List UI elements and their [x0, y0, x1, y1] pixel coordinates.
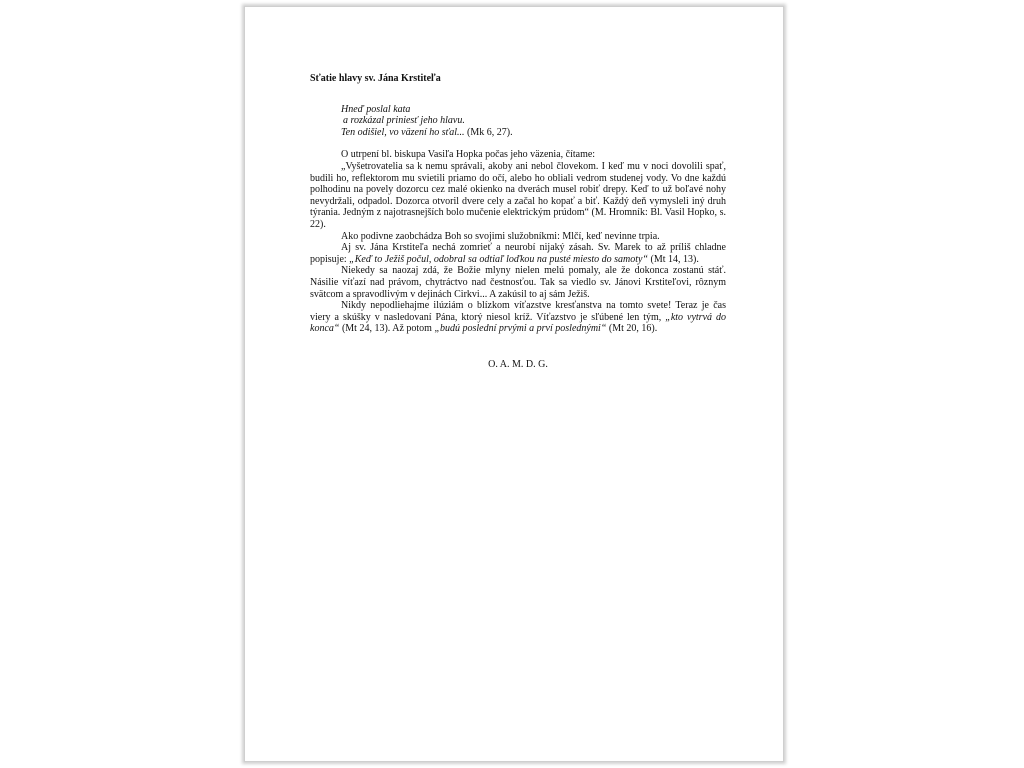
verse-line-1: Hneď poslal kata [341, 103, 411, 115]
scripture-verse [341, 104, 726, 139]
paragraph-6-quote-2: „budú poslední prvými a prví poslednými“ [434, 323, 607, 335]
paragraph-2: „Vyšetrovatelia sa k nemu správali, akoby ani nebol človekom. I keď mu v noci dovolili spať, budili ho, reflektorom mu svietili priamo do očí, alebo ho obliali vedrom studenej vody. Vo dne každú polhodinu na povely dozorcu cez malé okienko na dverách musel robiť drepy. Keď to už boľavé nohy nevydržali, odpadol. Dozorca otvoril dvere cely a začal ho kopať a biť. Každý deň vymysleli iný druh týrania. Jedným z najotrasnejších bolo mučenie elektrickým prúdom“ (M. Hromník: Bl. Vasil Hopko, s. 22). [310, 160, 726, 230]
paragraph-1: O utrpení bl. biskupa Vasiľa Hopka počas jeho väzenia, čítame: [341, 149, 596, 161]
paragraph-6-quote-1: „kto vytrvá do konca“ [310, 311, 726, 335]
verse-line-3-text: Ten odišiel, vo väzení ho sťal... [341, 126, 465, 138]
paragraph-4-text: Aj sv. Jána Krstiteľa nechá zomrieť a neurobí nijaký zásah. Sv. Marek to až príliš chladne popisuje: [310, 242, 726, 265]
paragraph-5: Niekedy sa naozaj zdá, že Božie mlyny nielen melú pomaly, ale že dokonca zostanú stáť. Násilie víťazí nad právom, chytráctvo nad čestnosťou. Tak sa viedlo sv. Jánovi Krstiteľovi, rôznym svätcom a spravodlivým v dejinách Cirkvi... A zakúsil to aj sám Ježiš. [310, 265, 726, 300]
paragraph-4-ref: (Mt 14, 13). [648, 253, 699, 265]
paragraph-6 [310, 300, 726, 335]
paragraph-6-ref: (Mt 20, 16). [606, 323, 658, 335]
paragraph-3: Ako podivne zaobchádza Boh so svojimi služobníkmi: Mlčí, keď nevinne trpia. [341, 230, 660, 242]
document-page [244, 6, 784, 762]
paragraph-4 [310, 242, 726, 265]
document-title: Sťatie hlavy sv. Jána Krstiteľa [310, 73, 441, 84]
document-content [310, 73, 726, 370]
verse-line-3 [341, 127, 726, 139]
paragraph-6-text: Nikdy nepodliehajme ilúziám o blízkom víťazstve kresťanstva na tomto svete! Teraz je čas viery a skúšky v nasledovaní Pána, ktorý niesol kríž. Víťazstvo je sľúbené len tým, [310, 300, 726, 323]
verse-line-2: a rozkázal priniesť jeho hlavu. [343, 115, 465, 127]
closing-motto: O. A. M. D. G. [488, 358, 548, 370]
paragraph-6-mid: (Mt 24, 13). Až potom [339, 323, 435, 335]
paragraph-4-quote: „Keď to Ježiš počul, odobral sa odtiaľ loďkou na pusté miesto do samoty“ [349, 253, 649, 265]
verse-citation: (Mk 6, 27). [464, 126, 513, 138]
